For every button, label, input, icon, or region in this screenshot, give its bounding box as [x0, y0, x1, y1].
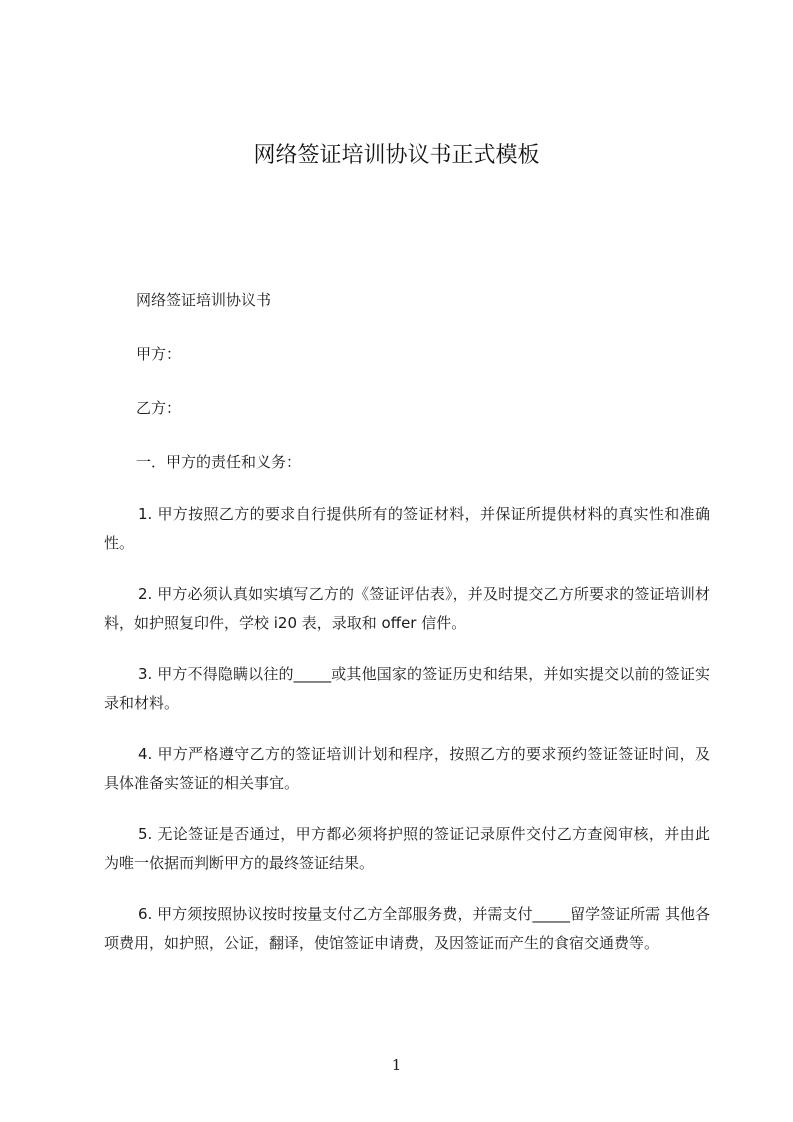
agreement-heading: 网络签证培训协议书 — [136, 291, 272, 309]
clause-2: 2. 甲方必须认真如实填写乙方的《签证评估表》，并及时提交乙方所要求的签证培训材料，如护照复印件，学校 i20 表，录取和 offer 信件。 — [104, 585, 710, 632]
clause-6: 6. 甲方须按照协议按时按量支付乙方全部服务费，并需支付_____留学签证所需 其他各项费用，如护照，公证，翻译，使馆签证申请费，及因签证而产生的食宿交通费等。 — [104, 905, 710, 952]
party-b-label: 乙方： — [136, 399, 182, 417]
party-a-label: 甲方： — [136, 345, 182, 363]
section-1-title: 一．甲方的责任和义务： — [136, 453, 302, 471]
document-title: 网络签证培训协议书正式模板 — [253, 143, 540, 168]
clause-3: 3. 甲方不得隐瞒以往的_____或其他国家的签证历史和结果，并如实提交以前的签证实录和材料。 — [104, 665, 710, 712]
clause-5: 5. 无论签证是否通过，甲方都必须将护照的签证记录原件交付乙方查阅审核，并由此为唯一依据而判断甲方的最终签证结果。 — [104, 825, 710, 872]
clause-4: 4. 甲方严格遵守乙方的签证培训计划和程序，按照乙方的要求预约签证签证时间，及具体准备实签证的相关事宜。 — [104, 745, 710, 792]
page-number: 1 — [391, 1056, 402, 1074]
clause-1: 1. 甲方按照乙方的要求自行提供所有的签证材料，并保证所提供材料的真实性和准确性。 — [104, 505, 710, 552]
